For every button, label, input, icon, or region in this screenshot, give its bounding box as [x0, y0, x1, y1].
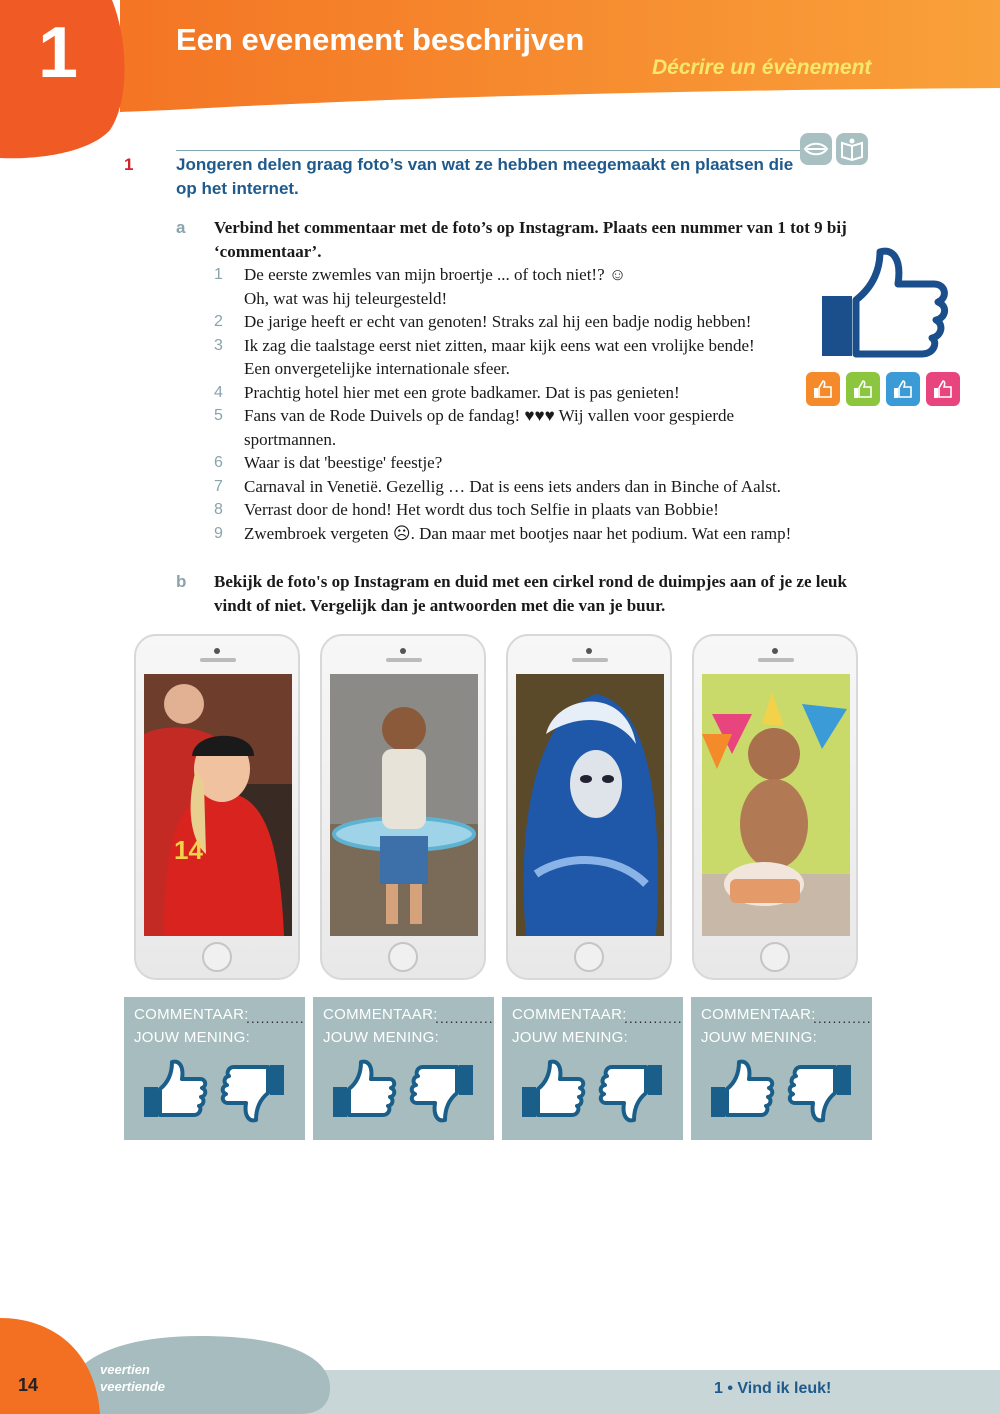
item-number: 8 — [214, 501, 223, 518]
list-item — [214, 310, 874, 334]
thumbs-down-icon[interactable] — [598, 1063, 664, 1125]
skill-icons — [800, 133, 868, 165]
phone-photo-football-fans — [134, 634, 300, 980]
page-subtitle: Décrire un évènement — [652, 56, 872, 79]
list-item — [214, 498, 874, 522]
photo-swimming-boy — [330, 674, 478, 936]
chapter-number: 1 — [38, 13, 79, 93]
chapter-reference: 1 • Vind ik leuk! — [714, 1380, 832, 1397]
part-a-instruction: Verbind het commentaar met de foto’s op Instagram. Plaats een nummer van 1 tot 9 bij ‘commentaar’. — [214, 218, 847, 261]
photo-venice-carnival — [516, 674, 664, 936]
photo-birthday-baby — [702, 674, 850, 936]
page-ordinal-word: veertiende — [100, 1379, 166, 1394]
answer-card — [124, 997, 305, 1140]
question-number: 1 — [124, 155, 134, 174]
item-text: Fans van de Rode Duivels op de fandag! ♥♥♥ Wij vallen voor gespierde sportmannen. — [244, 406, 735, 449]
thumbs-up-icon — [886, 372, 920, 406]
opinion-label: JOUW MENING: — [323, 1029, 440, 1046]
item-number: 9 — [214, 524, 223, 542]
list-item — [214, 263, 874, 310]
page-title: Een evenement beschrijven — [176, 22, 585, 57]
thumbs-down-icon[interactable] — [220, 1063, 286, 1125]
speak-icon — [800, 133, 832, 165]
thumbs-up-icon — [818, 244, 950, 362]
answer-card — [502, 997, 683, 1140]
list-item — [214, 522, 874, 546]
thumbs-down-icon[interactable] — [409, 1063, 475, 1125]
thumbs-up-icon[interactable] — [331, 1059, 397, 1121]
item-number: 1 — [214, 266, 223, 283]
thumbs-up-icon — [926, 372, 960, 406]
item-text: Waar is dat 'beestige' feestje? — [244, 453, 443, 472]
question-text: Jongeren delen graag foto’s van wat ze hebben meegemaakt en plaatsen die op het internet. — [176, 155, 794, 198]
opinion-label: JOUW MENING: — [701, 1029, 818, 1046]
item-number: 2 — [214, 313, 223, 330]
part-b-letter: b — [176, 572, 187, 591]
comment-blank[interactable]: ............ — [435, 1010, 494, 1026]
list-item — [214, 451, 874, 475]
page-number: 14 — [18, 1375, 39, 1395]
item-text: Ik zag die taalstage eerst niet zitten, maar kijk eens wat een vrolijke bende! Een onvergetelijke internationale sfeer. — [244, 335, 755, 378]
page-number-word: veertien — [100, 1362, 150, 1377]
photo-football-fans — [144, 674, 292, 936]
item-number: 7 — [214, 477, 223, 495]
item-text: Zwembroek vergeten ☹. Dan maar met bootjes naar het podium. Wat een ramp! — [244, 523, 792, 543]
answer-card — [691, 997, 872, 1140]
part-a-letter: a — [176, 218, 186, 237]
thumbs-up-icon — [846, 372, 880, 406]
read-book-icon — [836, 133, 868, 165]
answer-card — [313, 997, 494, 1140]
item-text: Carnaval in Venetië. Gezellig … Dat is eens iets anders dan in Binche of Aalst. — [244, 476, 781, 496]
comment-label: COMMENTAAR: — [134, 1006, 249, 1023]
thumbs-up-icon — [806, 372, 840, 406]
svg-text:14: 14 — [174, 835, 203, 865]
opinion-label: JOUW MENING: — [512, 1029, 629, 1046]
item-number: 4 — [214, 383, 223, 401]
item-text: De jarige heeft er echt van genoten! Straks zal hij een badje nodig hebben! — [244, 312, 752, 331]
like-reactions — [806, 372, 960, 406]
comment-label: COMMENTAAR: — [512, 1006, 627, 1023]
item-number: 3 — [214, 336, 223, 354]
comment-blank[interactable]: ............ — [624, 1010, 683, 1026]
item-text: De eerste zwemles van mijn broertje ... of toch niet!? ☺ Oh, wat was hij teleurgesteld! — [244, 265, 627, 308]
comment-blank[interactable]: ............ — [246, 1010, 305, 1026]
thumbs-down-icon[interactable] — [787, 1063, 853, 1125]
footer-band — [0, 1318, 1000, 1414]
item-number: 5 — [214, 407, 223, 424]
part-b-instruction: Bekijk de foto's op Instagram en duid met een cirkel rond de duimpjes aan of je ze leuk vindt of niet. Vergelijk dan je antwoorden met die van je buur. — [214, 572, 847, 615]
item-text: Prachtig hotel hier met een grote badkamer. Dat is pas genieten! — [244, 382, 680, 402]
thumbs-up-icon[interactable] — [520, 1059, 586, 1121]
opinion-label: JOUW MENING: — [134, 1029, 251, 1046]
item-number: 6 — [214, 454, 223, 471]
divider — [176, 150, 802, 151]
list-item — [214, 475, 874, 499]
phone-photo-venice-carnival — [506, 634, 672, 980]
comment-label: COMMENTAAR: — [323, 1006, 438, 1023]
thumbs-up-icon[interactable] — [142, 1059, 208, 1121]
list-item — [214, 334, 874, 381]
list-item — [214, 404, 874, 451]
phone-photo-swimming-boy — [320, 634, 486, 980]
comment-list — [214, 263, 874, 545]
phone-photo-birthday-baby — [692, 634, 858, 980]
list-item — [214, 381, 874, 405]
item-text: Verrast door de hond! Het wordt dus toch Selfie in plaats van Bobbie! — [244, 500, 719, 519]
comment-blank[interactable]: ............ — [813, 1010, 872, 1026]
thumbs-up-icon[interactable] — [709, 1059, 775, 1121]
comment-label: COMMENTAAR: — [701, 1006, 816, 1023]
